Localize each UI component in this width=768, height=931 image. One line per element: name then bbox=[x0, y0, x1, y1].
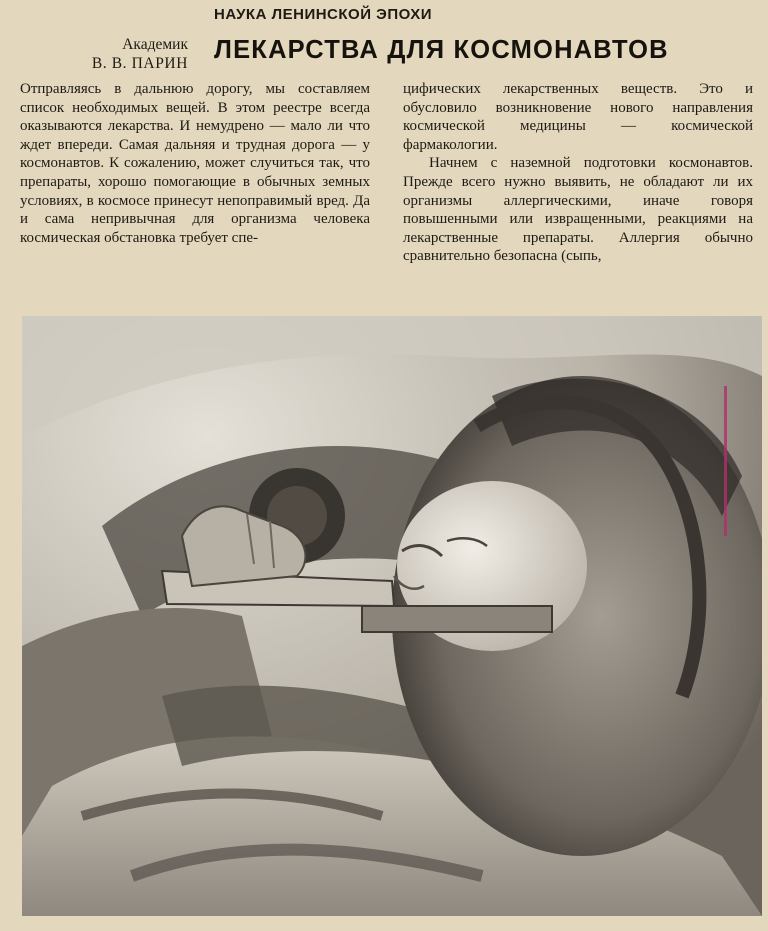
cosmonaut-photo bbox=[22, 316, 762, 916]
article-paragraph: цифических лекарственных веществ. Это и обусловило возникновение нового направления космической медицины — космической фармакологии. bbox=[403, 81, 753, 153]
cosmonaut-photo-illustration bbox=[22, 316, 762, 916]
article-column-right bbox=[403, 80, 753, 266]
byline bbox=[20, 35, 188, 73]
author-name: В. В. ПАРИН bbox=[91, 55, 188, 72]
article-headline: ЛЕКАРСТВА ДЛЯ КОСМОНАВТОВ bbox=[214, 36, 669, 64]
article-paragraph: Начнем с наземной подготовки космонавтов. Прежде всего нужно выявить, не обладают ли их организмы аллергическими, иначе говоря повышенными или извращенными, реакциями на лекарственные препараты. Аллергия обычно сравнительно безопасна (сыпь, bbox=[403, 155, 753, 265]
article-column-left bbox=[20, 80, 370, 247]
author-title: Академик bbox=[122, 36, 188, 53]
section-rubric: НАУКА ЛЕНИНСКОЙ ЭПОХИ bbox=[214, 6, 432, 23]
article-paragraph: Отправляясь в дальнюю дорогу, мы составляем список необходимых вещей. В этом реестре всегда оказываются лекарства. И немудрено — мало ли что ждет впереди. Самая дальняя и трудная дорога — у космонавтов. К сожалению, может случиться так, что препараты, хорошо помогающие в обычных земных условиях, в космосе принесут непоправимый вред. Да и сама непривычная для организма человека космическая обстановка требует спе- bbox=[20, 81, 370, 246]
